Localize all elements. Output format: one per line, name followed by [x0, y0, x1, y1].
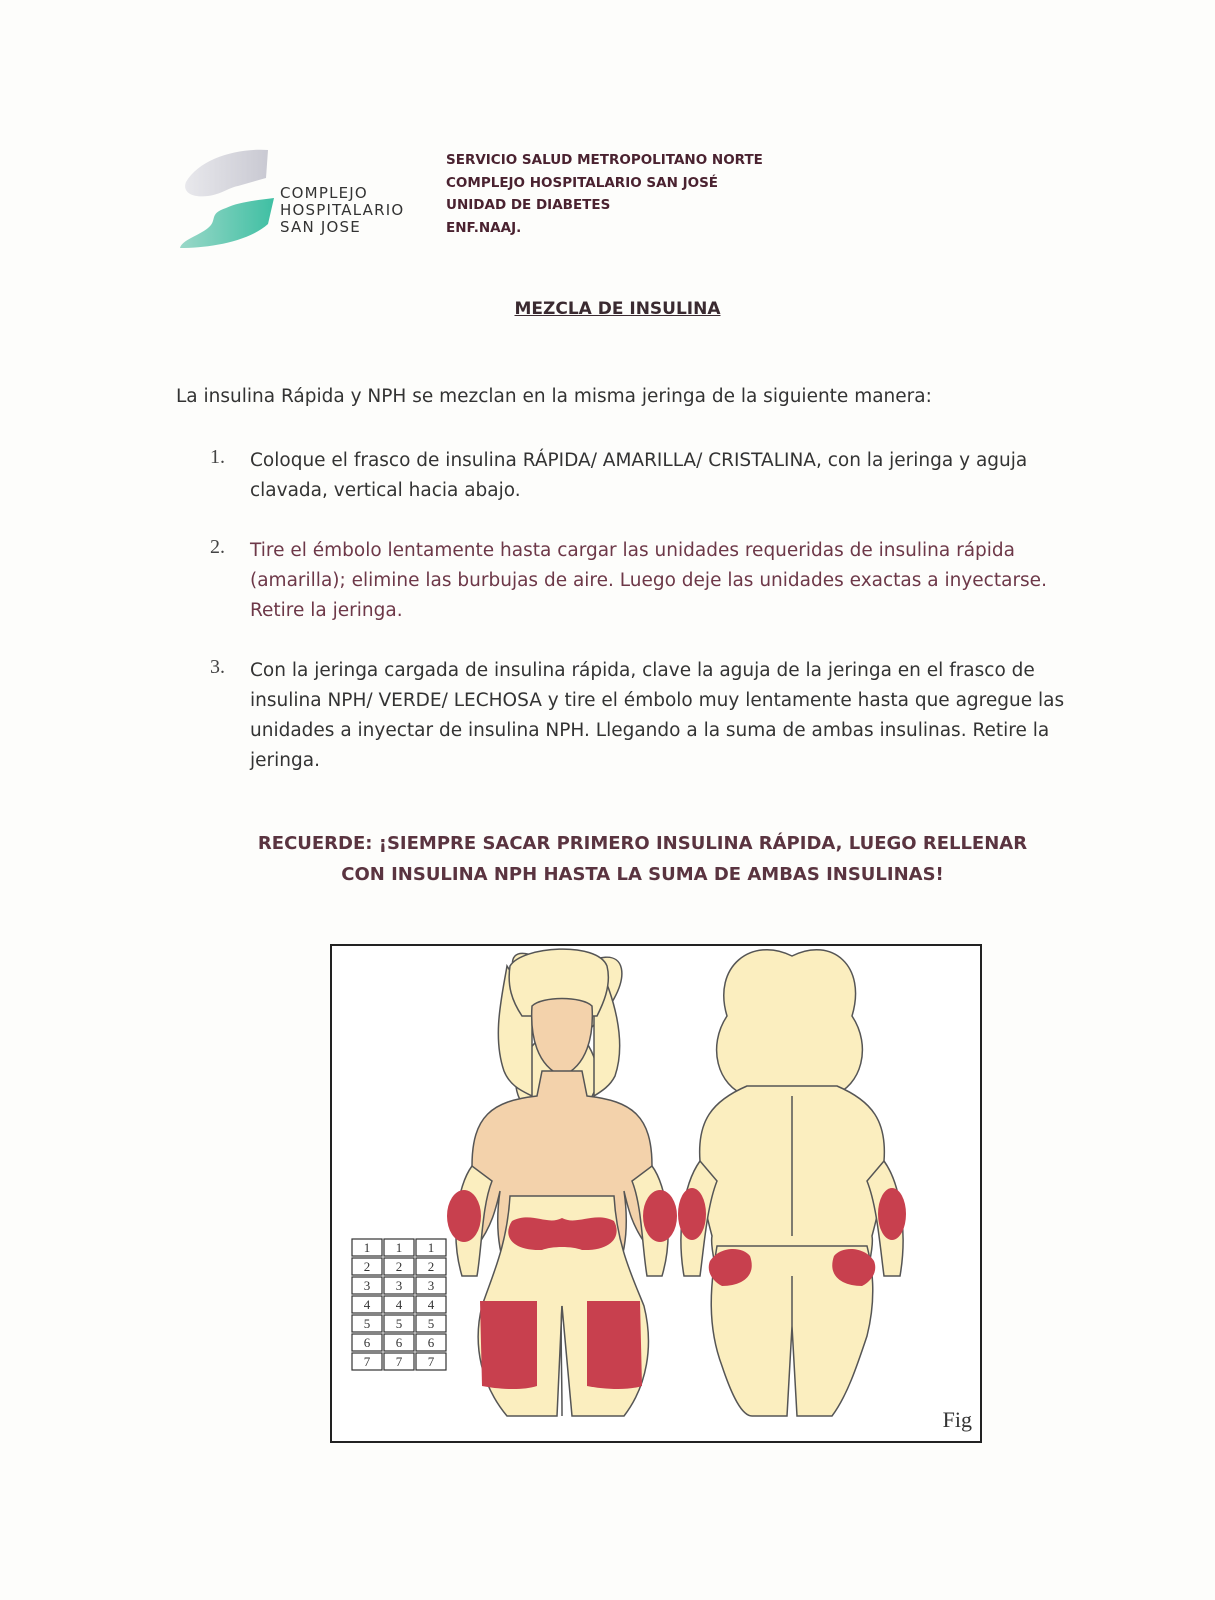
zone-grid-number: 7 [363, 1354, 371, 1369]
zone-grid-number: 1 [395, 1240, 403, 1255]
step-number: 2. [210, 536, 225, 558]
zone-grid-number: 5 [427, 1316, 435, 1331]
step-text: Tire el émbolo lentamente hasta cargar las unidades requeridas de insulina rápida (amarilla); elimine las burbujas de aire. Luego deje las unidades exactas a inyectarse. Retire la jeringa. [250, 540, 1047, 621]
zone-grid-number: 3 [427, 1278, 435, 1293]
zone-grid-number: 5 [363, 1316, 371, 1331]
zone-grid-number: 7 [395, 1354, 403, 1369]
zone-grid-number: 4 [395, 1297, 403, 1312]
step-item [210, 656, 1070, 776]
zone-grid-number: 2 [363, 1259, 371, 1274]
injection-zone-grid [352, 1239, 446, 1370]
injection-sites-illustration [332, 946, 980, 1441]
header-organization [446, 149, 763, 239]
figure-label: Fig [942, 1407, 972, 1432]
zone-grid-number: 1 [427, 1240, 435, 1255]
intro-paragraph: La insulina Rápida y NPH se mezclan en la misma jeringa de la siguiente manera: [176, 386, 932, 407]
zone-grid-number: 6 [363, 1335, 371, 1350]
zone-grid-number: 3 [363, 1278, 371, 1293]
steps-list [210, 446, 1070, 806]
org-line-author: ENF.NAAJ. [446, 219, 522, 236]
step-text: Coloque el frasco de insulina RÁPIDA/ AMARILLA/ CRISTALINA, con la jeringa y aguja clavada, vertical hacia abajo. [250, 450, 1028, 501]
step-number: 3. [210, 656, 225, 678]
org-line-hospital: COMPLEJO HOSPITALARIO SAN JOSÉ [446, 174, 719, 191]
document-title: MEZCLA DE INSULINA [514, 299, 721, 319]
step-item [210, 536, 1070, 626]
zone-grid-number: 2 [395, 1259, 403, 1274]
zone-grid-number: 6 [427, 1335, 435, 1350]
reminder-note: RECUERDE: ¡SIEMPRE SACAR PRIMERO INSULINA RÁPIDA, LUEGO RELLENAR CON INSULINA NPH HASTA LA SUMA DE AMBAS INSULINAS! [257, 833, 1028, 885]
hospital-logo-icon [178, 148, 276, 252]
zone-grid-number: 5 [395, 1316, 403, 1331]
logo-line: SAN JOSE [280, 218, 361, 236]
zone-grid-number: 2 [427, 1259, 435, 1274]
hospital-logo-text [280, 185, 404, 236]
step-number: 1. [210, 446, 225, 468]
zone-grid-number: 4 [363, 1297, 371, 1312]
org-line-service: SERVICIO SALUD METROPOLITANO NORTE [446, 152, 763, 168]
back-body [681, 950, 903, 1416]
zone-grid-number: 4 [427, 1297, 435, 1312]
zone-grid-number: 6 [395, 1335, 403, 1350]
logo-line: HOSPITALARIO [280, 201, 405, 219]
logo-line: COMPLEJO [280, 184, 368, 202]
injection-sites-figure [330, 944, 982, 1443]
org-line-unit: UNIDAD DE DIABETES [446, 197, 611, 213]
step-text: Con la jeringa cargada de insulina rápida, clave la aguja de la jeringa en el frasco de insulina NPH/ VERDE/ LECHOSA y tire el émbolo muy lentamente hasta que agregue las unidades a inyectar de insulina NPH. Llegando a la suma de ambas insulinas. Retire la jeringa. [250, 660, 1065, 771]
step-item [210, 446, 1070, 506]
zone-grid-number: 3 [395, 1278, 403, 1293]
zone-grid-number: 7 [427, 1354, 435, 1369]
zone-grid-number: 1 [363, 1240, 371, 1255]
